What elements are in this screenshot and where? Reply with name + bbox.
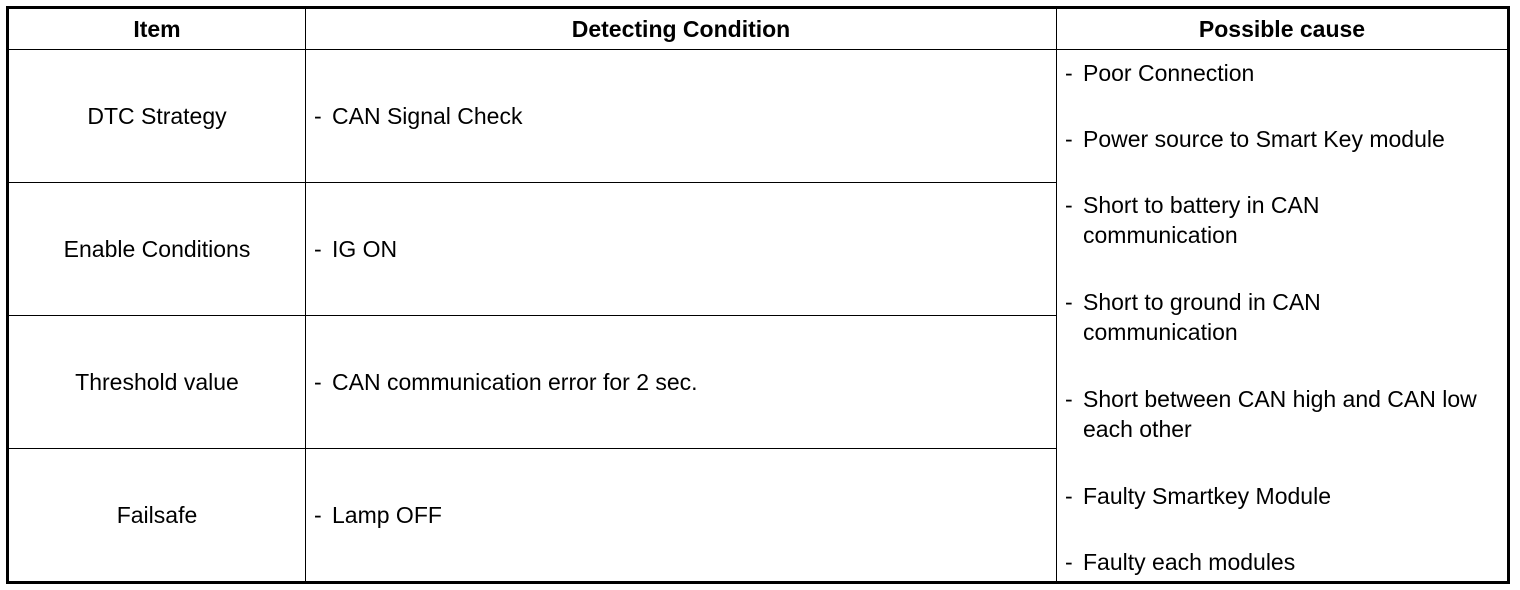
bullet-dash: -: [1065, 483, 1073, 509]
possible-cause-cell: [1057, 50, 1509, 583]
cause-text: Short to ground in CAN communication: [1083, 289, 1321, 345]
cause-text: Short to battery in CAN communication: [1083, 192, 1320, 248]
cause-text: Power source to Smart Key module: [1083, 126, 1445, 152]
cause-text: Faulty each modules: [1083, 549, 1296, 575]
row-item-threshold-value: Threshold value: [8, 316, 306, 449]
dtc-table: [6, 6, 1510, 584]
cause-text: Faulty Smartkey Module: [1083, 483, 1331, 509]
condition-text: Lamp OFF: [332, 502, 442, 528]
cause-text: Short between CAN high and CAN low each other: [1083, 386, 1477, 442]
bullet-dash: -: [1065, 126, 1073, 152]
condition-line: [314, 101, 1056, 131]
list-item: [1065, 287, 1499, 347]
list-item: [1065, 190, 1499, 250]
list-item: [1065, 124, 1499, 154]
cause-list: [1065, 58, 1499, 577]
row-condition-cell: [306, 316, 1057, 449]
row-item-failsafe: Failsafe: [8, 449, 306, 583]
row-condition-cell: [306, 50, 1057, 183]
bullet-dash: -: [1065, 60, 1073, 86]
bullet-dash: -: [1065, 289, 1073, 315]
bullet-dash: -: [314, 369, 322, 395]
condition-text: IG ON: [332, 236, 398, 262]
bullet-dash: -: [1065, 549, 1073, 575]
cause-text: Poor Connection: [1083, 60, 1255, 86]
list-item: [1065, 547, 1499, 577]
header-possible-cause: Possible cause: [1057, 8, 1509, 50]
row-condition-cell: [306, 449, 1057, 583]
condition-line: [314, 367, 1056, 397]
bullet-dash: -: [314, 236, 322, 262]
table-row: [8, 50, 1509, 183]
row-condition-cell: [306, 183, 1057, 316]
header-item: Item: [8, 8, 306, 50]
list-item: [1065, 384, 1499, 444]
row-item-enable-conditions: Enable Conditions: [8, 183, 306, 316]
bullet-dash: -: [314, 502, 322, 528]
row-item-dtc-strategy: DTC Strategy: [8, 50, 306, 183]
condition-line: [314, 234, 1056, 264]
bullet-dash: -: [1065, 192, 1073, 218]
table-header-row: [8, 8, 1509, 50]
bullet-dash: -: [1065, 386, 1073, 412]
condition-text: CAN Signal Check: [332, 103, 523, 129]
list-item: [1065, 481, 1499, 511]
bullet-dash: -: [314, 103, 322, 129]
header-detecting-condition: Detecting Condition: [306, 8, 1057, 50]
condition-line: [314, 500, 1056, 530]
condition-text: CAN communication error for 2 sec.: [332, 369, 698, 395]
list-item: [1065, 58, 1499, 88]
